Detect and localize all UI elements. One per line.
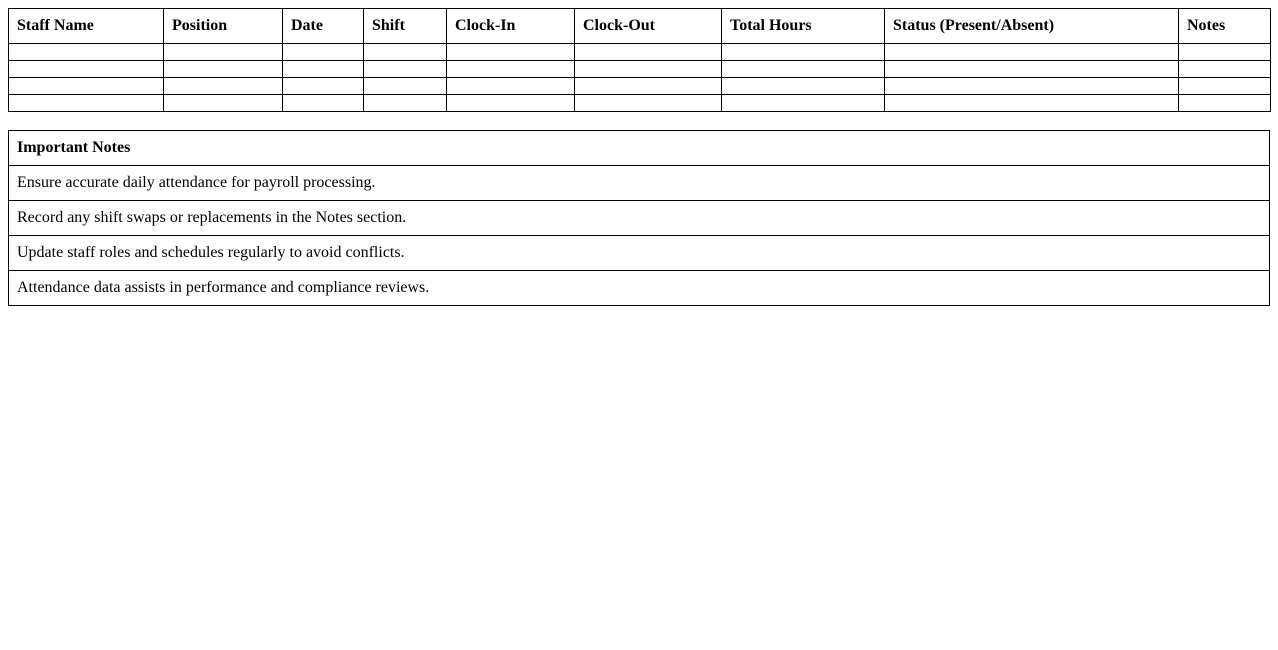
list-item — [9, 236, 1270, 271]
note-text: Ensure accurate daily attendance for payroll processing. — [9, 166, 1270, 201]
cell-staff-name — [9, 61, 164, 78]
cell-total-hours — [722, 95, 885, 112]
attendance-header-row — [9, 9, 1271, 44]
header-staff-name: Staff Name — [9, 9, 164, 44]
cell-shift — [364, 78, 447, 95]
cell-notes — [1179, 61, 1271, 78]
cell-status — [885, 61, 1179, 78]
list-item — [9, 201, 1270, 236]
document-page — [8, 8, 1270, 306]
cell-staff-name — [9, 78, 164, 95]
cell-position — [164, 78, 283, 95]
note-text: Record any shift swaps or replacements in the Notes section. — [9, 201, 1270, 236]
cell-total-hours — [722, 61, 885, 78]
cell-clock-out — [575, 95, 722, 112]
cell-shift — [364, 95, 447, 112]
cell-date — [283, 78, 364, 95]
cell-position — [164, 44, 283, 61]
header-position: Position — [164, 9, 283, 44]
list-item — [9, 166, 1270, 201]
table-row — [9, 44, 1271, 61]
table-row — [9, 78, 1271, 95]
important-notes-title: Important Notes — [9, 131, 1270, 166]
cell-notes — [1179, 44, 1271, 61]
cell-position — [164, 95, 283, 112]
cell-status — [885, 95, 1179, 112]
cell-clock-out — [575, 61, 722, 78]
header-date: Date — [283, 9, 364, 44]
cell-clock-out — [575, 78, 722, 95]
cell-status — [885, 44, 1179, 61]
table-row — [9, 95, 1271, 112]
list-item — [9, 271, 1270, 306]
cell-total-hours — [722, 44, 885, 61]
cell-staff-name — [9, 44, 164, 61]
cell-clock-in — [447, 61, 575, 78]
header-shift: Shift — [364, 9, 447, 44]
table-row — [9, 61, 1271, 78]
note-text: Attendance data assists in performance and compliance reviews. — [9, 271, 1270, 306]
notes-heading-row — [9, 131, 1270, 166]
attendance-table — [8, 8, 1271, 112]
cell-staff-name — [9, 95, 164, 112]
cell-date — [283, 61, 364, 78]
cell-shift — [364, 44, 447, 61]
cell-total-hours — [722, 78, 885, 95]
cell-notes — [1179, 95, 1271, 112]
cell-position — [164, 61, 283, 78]
header-status: Status (Present/Absent) — [885, 9, 1179, 44]
cell-date — [283, 95, 364, 112]
header-clock-in: Clock-In — [447, 9, 575, 44]
important-notes-table — [8, 130, 1270, 306]
cell-status — [885, 78, 1179, 95]
cell-shift — [364, 61, 447, 78]
cell-date — [283, 44, 364, 61]
cell-clock-out — [575, 44, 722, 61]
header-total-hours: Total Hours — [722, 9, 885, 44]
header-clock-out: Clock-Out — [575, 9, 722, 44]
cell-notes — [1179, 78, 1271, 95]
header-notes: Notes — [1179, 9, 1271, 44]
cell-clock-in — [447, 78, 575, 95]
note-text: Update staff roles and schedules regularly to avoid conflicts. — [9, 236, 1270, 271]
cell-clock-in — [447, 95, 575, 112]
cell-clock-in — [447, 44, 575, 61]
